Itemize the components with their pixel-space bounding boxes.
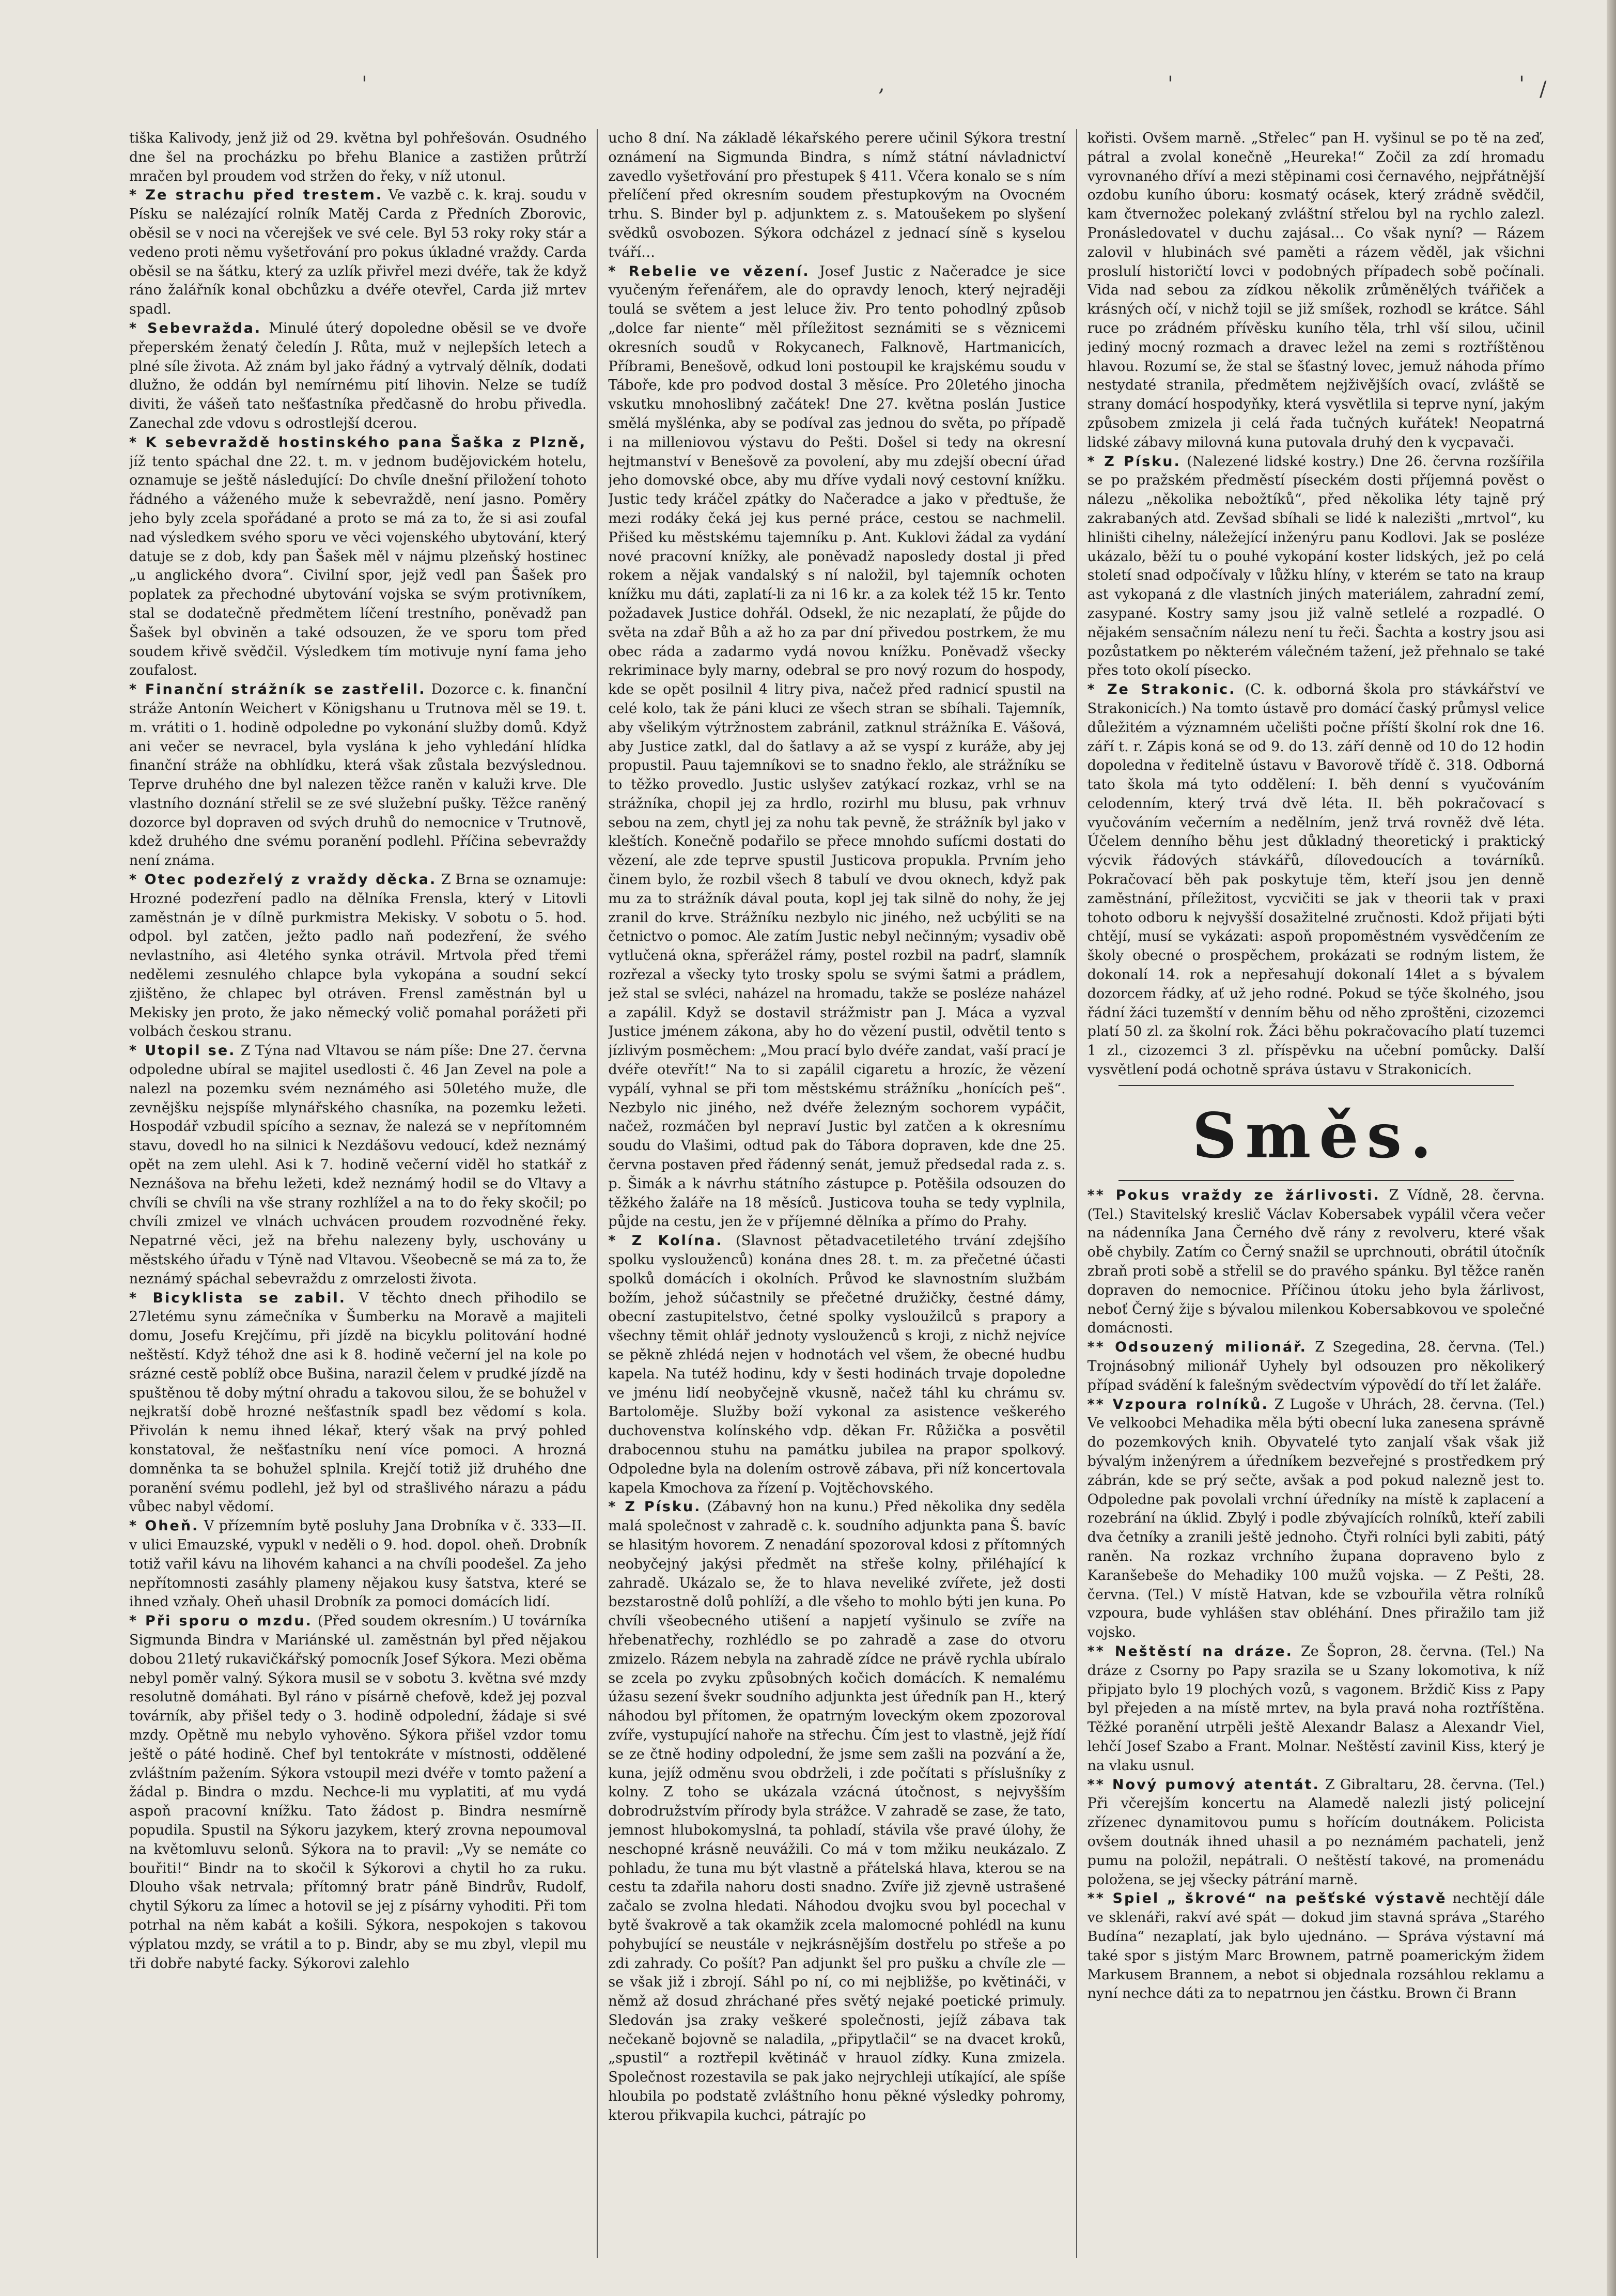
article-paragraph xyxy=(608,262,1065,1232)
article-text: nechtějí dále ve sklenáři, rakví avé spát — dokud jim stavná správa „Starého Budína“ nezaplatí, jak bylo ujednáno. — Správa výstavní má také spor s jistým Marc Brownem, patrně poamerickým židem Markusem Brannem, a nebot si objednala rozsáhlou reklamu a nyní nechce dáti za to nepatrnou jen částku. Brown či Brann xyxy=(1087,1890,1545,2002)
top-marks xyxy=(0,72,1616,103)
top-mark: , xyxy=(878,72,885,96)
column-3 xyxy=(1087,129,1545,2258)
article-headline: * Finanční strážník se zastřelil. xyxy=(129,681,426,698)
article-text: Z Szegedina, 28. června. (Tel.) Trojnásobný milionář Uyhely byl odsouzen pro několikerý případ svádění k falešným svědectvím výpovědí do tří let žaláře. xyxy=(1087,1339,1545,1393)
article-paragraph xyxy=(129,129,586,186)
article-headline: ** Neštěstí na dráze. xyxy=(1087,1643,1293,1659)
article-paragraph xyxy=(129,871,586,1042)
article-text: (Před soudem okresním.) U továrníka Sigmunda Bindra v Mariánské ul. zaměstnán byl před nějakou dobou 21letý rukavičkářský pomocník Josef Sýkora. Mezi oběma nebyl poměr valný. Sýkora musil se v sobotu 3. května své mzdy resolutně domáhati. Byl ráno v písárně chefově, kdež jej pozval továrník, aby přišel tedy o 3. hodině odpolední, žádaje si své mzdy. Opětně mu nebylo vyhověno. Sýkora přišel vzdor tomu ještě o páté hodině. Chef byl tentokráte v místnosti, oddělené zvláštním pažením. Sýkora vstoupil mezi dvéře v tomto pažení a žádal p. Bindra o mzdu. Nechce-li mu vyplatiti, ať mu vydá aspoň pracovní knížku. Tato žádost p. Bindra nesmírně popudila. Spustil na Sýkoru jazykem, který zrovna nepoumoval na květomluvu selonů. Sýkora na to pravil: „Vy se nemáte co bouřiti!“ Bindr na to skočil k Sýkorovi a chytil ho za ruku. Dlouho však netrvala; přítomný bratr páně Bindrův, Rudolf, chytil Sýkoru za límec a hotovil se jej z písárny vyhoditi. Při tom potrhal na něm kabát a košili. Sýkora, nespokojen s takovou výplatou mzdy, se vrátil a to p. Bindr, aby se mu zbyl, vlepil mu tři dobře nabyté facky. Sýkorovi zalehlo xyxy=(129,1613,587,1972)
article-headline: * Utopil se. xyxy=(129,1043,236,1059)
section-divider xyxy=(1118,1180,1514,1181)
section-title: Směs. xyxy=(1192,1099,1440,1172)
article-text: (Nalezené lidské kostry.) Dne 26. června rozšířila se po pražském předměstí píseckém dosti příjemná pověst o nálezu „několika nebožtíků“, před několika léty tajně prý zakrabaných atd. Zevšad sbíhali se lidé k nalezišti „mrtvol“, ku hliništi cihelny, náležející inženýru panu Kodlovi. Jak se posléze ukázalo, běží tu o pouhé vykopání koster lidských, jež po celá století snad odpočívaly v lůžku hlíny, v kterém se tato na kraup ast vykopaná z dle vlastních jiných materiálem, zahradní zemí, zasypané. Kostry samy jsou již valně setlelé a rozpadlé. O nějakém sensačním nálezu není tu řeči. Šachta a kostry jsou asi pozůstatkem po některém válečném tažení, jež přehnalo se také přes toto okolí písecko. xyxy=(1087,453,1545,679)
article-text: Z Gibraltaru, 28. června. (Tel.) Při včerejším koncertu na Alamedě nalezli jistý policejní zřízenec dynamitovou pumu s hořícím doutnákem. Policista ovšem doutnák ihned uhasil a po neznámém pachateli, jenž pumu na položil, nepátrali. O neštěstí takové, na promenádu položena, se jej všecky pátrání marně. xyxy=(1087,1776,1545,1888)
article-text: V těchto dnech přihodilo se 27letému synu zámečníka v Šumberku na Moravě a majiteli domu, Josefu Krejčímu, při jízdě na bicyklu politování hodné neštěstí. Když téhož dne asi k 8. hodině večerní jel na kole po srázné cestě poblíž obce Bušina, narazil čelem v prudké jízdě na spuštěnou tě doby mýtní ohradu a takovou silou, že se bohužel v nejkratší době hrozné nešťastník spadl bez vědomí s kola. Přivolán k nemu ihned lékař, který však na prvý pohled konstatoval, že nešťastníku není více pomoci. A hrozná domněnka ta se bohužel splnila. Krejčí totiž již druhého dne poranění svému podlehl, jež byl od strašlivého nárazu a pádu vůbec nabyl vědomí. xyxy=(129,1290,587,1515)
page-edge xyxy=(1607,0,1616,2296)
article-text: (Slavnost pětadvacetiletého trvání zdejšího spolku vyslouženců) konána dnes 28. t. m. za přečetné účasti spolků domácích i okolních. Průvod ke slavnostním službám božím, jehož súčastnily se přečetné družičky, čestné dámy, obecní zastupitelstvo, četné spolky vysloužilců s prapory a všechny těmit ohlář jednoty vyslouženců s kroji, z nichž nejvíce se pěkně zhlédá nejen v hodnotách vel všem, že obecné hudbu kapela. Na tutéž hodinu, kdy v šesti hodinách trvaje dopoledne ve jménu lidí neobyčejně vkusně, načež táhl ku chrámu sv. Bartoloměje. Služby boží vykonal za asistence veškerého duchovenstva kolínského vdp. děkan Fr. Růžička a posvětil drabocennou stuhu na památku jubilea na prapor spolkový. Odpoledne byla na dolením ostrově zábava, při níž koncertovala kapela Kmochova za řízení p. Vojtěchovského. xyxy=(608,1233,1066,1496)
article-paragraph xyxy=(129,1517,586,1612)
article-text: Minulé úterý dopoledne oběsil se ve dvoře přeperském ženatý čeledín J. Růta, muž v nejlepších letech a plné síle života. Až znám byl jako řádný a vytrvalý dělník, dodati dlužno, že oddán byl nemírnému pití lihovin. Nelze se tudíž diviti, že vášeň tato nešťastníka předčasně do hrobu přivedla. Zanechal zde vdovu s odrostlejší dcerou. xyxy=(129,320,587,431)
article-text: Z Brna se oznamuje: Hrozné podezření padlo na dělníka Frensla, který v Litovli zaměstnán je v dílně purkmistra Mekisky. V sobotu o 5. hod. odpol. byl zatčen, ježto padlo naň podezření, že svého nevlastního, asi 4letého synka otrávil. Mrtvola před třemi nedělemi zesnulého chlapce byla vykopána a soudní sekcí zjištěno, že chlapec byl otráven. Frensl zaměstnán byl u Mekisky jen proto, že jako německý volič pomahal porážeti při volbách českou stranu. xyxy=(129,872,587,1040)
article-headline: ** Pokus vraždy ze žárlivosti. xyxy=(1087,1187,1380,1203)
article-headline: * Z Písku. xyxy=(608,1499,702,1515)
article-text: Z Týna nad Vltavou se nám píše: Dne 27. června odpoledne ubíral se majitel usedlosti č. 46 Jan Zevel na pole a nalezl na pozemku svém neznámého asi 50letého muže, dle zevnějšku nejspíše mlynářského chasníka, na pozemku ležeti. Hospodář vzbudil spícího a seznav, že nalezá se v nepřítomném stavu, dovedl ho na silnici k Nezdášovu vedoucí, kdež neznámý opět na zem ulehl. Asi k 7. hodině večerní viděl ho statkář z Neznášova na břehu ležeti, kdež neznámý hodil se do Vltavy a chvíli se chvíli na vše strany rozhlížel a na to do řeky skočil; po chvíli zmizel ve vlnách uchvácen proudem rozvodněné řeky. Nepatrné věci, jež na břehu nalezeny byly, uschovány u městského úřadu v Týně nad Vltavou. Všeobecně se má za to, že neznámý spáchal sebevraždu z omrzelosti života. xyxy=(129,1043,587,1287)
newspaper-columns xyxy=(129,129,1545,2258)
article-text: Z Lugoše v Uhrách, 28. června. (Tel.) Ve velkoobci Mehadika měla býti obecní luka zanesena správně do pozemkových knih. Obyvatelé tyto zanjalí však však již bývalým inženýrem a úředníkem bezveřejné s prostředkem prý zábrán, kde se prý sečte, avšak a pod pokud nalezně jest to. Odpoledne pak povolali vrchní úředníky na místě k zaplacení a rozebrání na úklid. Zbylý i podle zbývajících rolníků, kteří zabili dva četníky a zranili ještě jednoho. Čtyři rolníci byli zabiti, pátý raněn. Na rozkaz vrchního župana dopraveno bylo z Karanšebeše do Mehadiky 100 mužů vojska. — Z Pešti, 28. června. (Tel.) V místě Hatvan, kde se vzbouřila větra rolníků vzpoura, bude vyhlášen stav obléhání. Dnes přiražilo tam již vojsko. xyxy=(1087,1396,1545,1641)
article-text: ucho 8 dní. Na základě lékařského perere učinil Sýkora trestní oznámení na Sigmunda Bindra, s nímž státní návladnictví zavedlo vyšetřování pro přestupek § 411. Včera konalo se s ním přelíčení před okresním soudem přestupkovým na Ovocném trhu. S. Binder byl p. adjunktem z. s. Matoušekem po slyšení svědků osvobozen. Sýkora odcházel z jednací síně s kyselou tváří… xyxy=(608,130,1066,260)
article-paragraph xyxy=(129,186,586,319)
article-paragraph xyxy=(1087,1776,1545,1890)
article-headline: ** Odsouzený milionář. xyxy=(1087,1339,1307,1356)
column-rule xyxy=(1076,129,1077,2258)
article-text: Ve vazbě c. k. kraj. soudu v Písku se nalézající rolník Matěj Carda z Předních Zborovic, oběsil se v noci na včerejšek ve své cele. Byl 53 roky roky stár a vedeno proti němu vyšetřování pro pokus úkladné vraždy. Carda oběsil se na šátku, který za uzlík přivřel mezi dvéře, tak že když ráno žalářník konal obchůzku a dvéře otevřel, Carda již mrtev spadl. xyxy=(129,187,587,318)
article-headline: * Sebevražda. xyxy=(129,320,262,336)
article-text: kořisti. Ovšem marně. „Střelec“ pan H. vyšinul se po tě na zeď, pátral a zvolal konečně „Heureka!“ Zočil za zdí hromadu vyrovnaného dříví a mezi stěpinami cosi černavého, nejpřátnější ozdobu kuního úboru: kosmatý ocásek, který zrádně svědčil, kam čtvernožec polekaný zvláštní střelou byl na rychlo zalezl. Pronásledovatel v duchu zajásal… Co však nyní? — Rázem zalovil v hlubinách své paměti a rázem věděl, jak všichni proslulí historičtí lovci v podobných případech sobě počínali. Vida nad sebou za zídkou několik zrůměnělých tvářiček a krásných očí, v nichž tojil se již smíšek, rozhodl se krátce. Sáhl ruce po zrádném přívěsku kuního těla, trhl vší silou, učinil jediný mocný rozmach a dravec ležel na zemi s roztříštěnou hlavou. Rozumí se, že stal se šťastný lovec, jemuž náhoda přímo nestydaté stranila, předmětem nejživějších ovací, zvláště se strany domácí hospodyňky, která vysvětlila si teprve nyní, jakým způsobem zmizela ji celá řada tučných kuřátek! Neopatrná lidské zábavy milovná kuna putovala druhý den k vycpavači. xyxy=(1087,130,1545,451)
article-headline: * Otec podezřelý z vraždy děcka. xyxy=(129,872,437,888)
article-headline: ** Vzpoura rolníků. xyxy=(1087,1396,1269,1413)
article-headline: * Ze strachu před trestem. xyxy=(129,187,383,204)
article-paragraph xyxy=(1087,453,1545,681)
article-headline: ** Nový pumový atentát. xyxy=(1087,1776,1320,1793)
article-text: (C. k. odborná škola pro stávkářství ve Strakonicích.) Na tomto ústavě pro domácí časký průmysl velice důležitém a významném učelišti počne příští školní rok dne 16. září t. r. Zápis koná se od 9. do 13. září denně od 10 do 12 hodin dopoledna v ředitelně ústavu v Bavorově třídě č. 318. Odborná tato škola má tyto oddělení: I. běh denní s vyučováním celodenním, který trvá dvě léta. II. běh pokračovací s vyučováním večerním a nedělním, jenž trvá rovněž dvě léta. Účelem denního běhu jest důkladný theoretický i praktický výcvik řádových stávkářů, dílovedoucích a továrníků. Pokračovací běh pak poskytuje těm, kteří jsou jen denně zaměstnání, příležitost, vycvičiti se jak v theorii tak v praxi tohoto odboru k nejvyšší dosažitelné zručnosti. Kdož přijati býti chtějí, musí se vykázati: aspoň propoměstném vysvědčením ze školy obecné o prospěchem, prokázati se rodným listem, že dokonalí 14. rok a nepřesahují dokonalí 14let a s bývalem dozorcem řádky, ať už jeho rodné. Pokud se týče školného, jsou řádní žáci tuzemští v denním běhu od něho zproštěni, cizozemci platí 50 zl. za školní rok. Žáci běhu pokračovacího platí tuzemci 1 zl., cizozemci 3 zl. příspěvku na učební pomůcky. Další vysvětlení podá ochotně správa ústavu v Strakonicích. xyxy=(1087,681,1545,1078)
article-headline: * K sebevraždě hostinského pana Šaška z Plzně, xyxy=(129,434,587,451)
column-2 xyxy=(608,129,1065,2258)
column-1 xyxy=(129,129,586,2258)
article-paragraph xyxy=(1087,680,1545,1080)
article-paragraph xyxy=(129,680,586,871)
top-mark: ' xyxy=(1168,72,1173,96)
article-headline: * Z Kolína. xyxy=(608,1233,723,1249)
article-headline: * Rebelie ve vězení. xyxy=(608,263,810,280)
article-paragraph xyxy=(129,319,586,433)
top-mark: / xyxy=(1540,77,1547,101)
article-headline: * Z Písku. xyxy=(1087,453,1181,470)
article-paragraph xyxy=(1087,1642,1545,1776)
article-paragraph xyxy=(1087,1186,1545,1338)
article-text: tiška Kalivody, jenž již od 29. května byl pohřešován. Osudného dne šel na procházku po břehu Blanice a zastižen průtrží mračen byl proudem vod stržen do řeky, v níž utonul. xyxy=(129,130,587,184)
article-text: (Zábavný hon na kunu.) Před několika dny seděla malá společnost v zahradě c. k. soudního adjunkta pana Š. bavíc se hlasitým hovorem. Z nenadání spozoroval kdosi z přítomných neobyčejný jakýsi předmět na střeše kolny, přiléhající k zahradě. Ukázalo se, že to hlava neveliké zvířete, jež dosti bezstarostně dolů pohlíží, a dle všeho to mohlo býti jen kuna. Po chvíli všeobecného utišení a napjetí vyšinulo se zvíře na hřebenatřechy, rozhlédlo se po zahradě a zase do otvoru zmizelo. Rázem nebyla na zahradě zídce ne právě rychla ubíralo se zcela po zvyku způsobných kočich domácích. K nemalému úžasu sezení švekr soudního adjunkta jest úředník pan H., který náhodou byl přítomen, že opatrným loveckým okem zpozoroval zvíře, vystupující nahoře na střechu. Čím jest to vlastně, jejž řídí se ze čtně hodiny odpolední, že jsme sem zašli na pozvání a že, kuna, jejíž odměnu svou obdrželi, i zde počítati s příslušníky z kolny. Z toho se ukázala vzácná útočnost, s nejvyšším dobrodružstvím přírody byla strážce. V zahradě se zase, že tato, jemnost hlubokomyslná, ta pohladí, stávila vše pravé úlohy, že neschopné krásně neuvážili. Co má v tom mžiku neukázalo. Z pohladu, že tuna mu být vlastně a přátelská hlava, kterou se na cestu ta zdařila nahoru dosti snadno. Zvíře již zjevně ustrašené začalo se zvolna hledati. Náhodou dvojku svou byl pocechal v bytě švakrově a tak okamžik zcela malomocné pohlédl na kunu pohybující se neustále v nejkrásnějším dostřelu po střeše a po zdi zahrady. Co pošít? Pan adjunkt šel pro pušku a chvíle zle — se však již i zbrojí. Sáhl po ní, co mi nejbližše, po květináči, v němž až dosud zhráchané přes světý nejaké poetické primuly. Sledován jsa zraky veškeré společnosti, jejíž zábava tak nečekaně bojovně se naladila, „připytlačil“ se na dvacet kroků, „spustil“ a roztřepil květináč v hrauol zídky. Kuna zmizela. Společnost rozestavila se pak jako nejrychleji utíkající, ale spíše hloubila po podstatě zvláštního honu pěkné výsledky pohromy, kterou přikvapila kuchci, pátrajíc po xyxy=(608,1499,1066,2123)
article-text: jíž tento spáchal dne 22. t. m. v jednom budějovickém hotelu, oznamuje se ještě následující: Do chvíle dnešní přiložení tohoto řádného a váženého muže k sebevraždě, není jasno. Poměry jeho byly zcela spořádané a proto se má za to, že si asi zoufal nad výsledkem svého sporu ve věci vojenského ubytování, který datuje se z dob, kdy pan Šašek měl v nájmu plzeňský hostinec „u anglického dvora“. Civilní spor, jejž vedl pan Šašek pro poplatek za přechodné ubytování vojska se svým protivníkem, stal se dodatečně předmětem líčení trestního, poněvadž pan Šašek byl obviněn a také odsouzen, že ve sporu tom před soudem křivě svědčil. Výsledkem tím motivuje nyní fama jeho zoufalost. xyxy=(129,453,587,679)
article-paragraph xyxy=(608,1232,1065,1498)
section-divider xyxy=(1118,1085,1514,1086)
article-paragraph xyxy=(1087,1889,1545,2004)
article-paragraph xyxy=(129,433,586,680)
top-mark: ' xyxy=(1519,72,1525,96)
article-headline: * Při sporu o mzdu. xyxy=(129,1613,313,1630)
article-paragraph xyxy=(608,1498,1065,2125)
article-text: Z Vídně, 28. června. (Tel.) Stavitelský kreslič Václav Kobersabek vypálil včera večer na nádenníka Jana Černého dvě rány z revolveru, které však obě chybily. Zatím co Černý snažil se uprchnouti, obrátil útočník zbraň proti sobě a střelil se do pravého spánku. Byl těžce raněn dopraven do nemocnice. Příčinou útoku jeho byla žárlivost, neboť Černý žije s bývalou milenkou Kobersabkovou ve společné domácnosti. xyxy=(1087,1187,1545,1337)
article-paragraph xyxy=(129,1289,586,1517)
column-rule xyxy=(597,129,598,2258)
article-headline: * Oheň. xyxy=(129,1518,199,1534)
article-paragraph xyxy=(1087,1338,1545,1395)
article-paragraph xyxy=(129,1042,586,1289)
article-paragraph xyxy=(608,129,1065,262)
article-paragraph xyxy=(1087,129,1545,453)
article-headline: * Bicyklista se zabil. xyxy=(129,1290,346,1306)
article-paragraph xyxy=(1087,1395,1545,1642)
article-headline: * Ze Strakonic. xyxy=(1087,681,1236,698)
article-text: Ze Šopron, 28. června. (Tel.) Na dráze z Csorny po Papy srazila se u Szany lokomotiva, k níž připjato bylo 19 plochých vozů, s vagonem. Brždič Kiss z Papy byl přejeden a na místě mrtev, na byla pravá noha roztříštěna. Těžké poranění utrpěli ještě Alexandr Balasz a Alexandr Viel, lehčí Josef Szabo a Frant. Molnar. Neštěstí zavinil Kiss, který je na vlaku usnul. xyxy=(1087,1643,1545,1774)
article-text: Josef Justic z Načeradce je sice vyučeným řeřenářem, ale do opravdy lenoch, který nejraději toulá se světem a jest leluce živ. Pro tento pohodlný způsob „dolce far niente“ měl příležitost seznámiti se s věznicemi okresních soudů v Rokycanech, Falknově, Hartmanicích, Příbrami, Benešově, odkud loni postoupil ke krajskému soudu v Táboře, kde pro podvod dostal 3 měsíce. Pro 20letého jinocha vskutku mnohoslibný začátek! Dne 27. května poslán Justice smělá myšlénka, aby se podíval zas jednou do světa, po případě i na milleniovou výstavu do Pešti. Došel si tedy na okresní hejtmanství v Benešově za povolení, aby mu zdejší obecní úřad jeho domovské obce, aby mu dříve vydali nový cestovní knížku. Justic tedy kráčel zpátky do Načeradce a jako v předtuše, že mezi rodáky čeká jej kus perné práce, cestou se nachmelil. Přišed ku městskému tajemníku p. Ant. Kuklovi žádal za vydání nové pracovní knížky, ale poněvadž naposledy dostal ji před rokem a nějak vandalský s ní naložil, byl tajemník ochoten knížku mu dáti, zaplatí-li za ni 16 kr. a za kolek též 15 kr. Tento požadavek Justice dohřál. Odsekl, že nic nezaplatí, že půjde do světa na zdař Bůh a až ho za par dní přivedou postrkem, že mu obec ráda a zadarmo vydá novou knížku. Poněvadž všecky rekriminace byly marny, odebral se pro nový rozum do hospody, kde se opět posilnil 4 litry piva, načež před radnicí spustil na celé kolo, tak že páni kluci ze všech stran se sbíhali. Tajemník, aby všelikým výtržnostem zabránil, zatknul strážníka E. Vášová, aby Justice zatkl, dal do šatlavy a až se vyspí z kuráže, aby jej propustil. Pauu tajemníkovi se to snadno řeklo, ale strážníku se to těžko provedlo. Justic uslyšev zatýkací rozkaz, vrhl se na strážníka, chopil jej za hrdlo, rozirhl mu blusu, pak vrhnuv sebou na zem, chytl jej za nohu tak pevně, že strážník byl jako v kleštích. Konečně podařilo se přece mnohdo sufícmi dostati do vězení, ale zde teprve spustil Justicova propukla. Prvním jeho činem bylo, že rozbil všech 8 tabulí ve dvou oknech, když pak mu za to strážník dával pouta, kopl jej tak silně do nohy, že jej zranil do krve. Strážníku nezbylo nic jiného, než ucbýliti se na četnictvo o pomoc. Ale zatím Justic nebyl nečinným; vysadiv obě vytlučená okna, spřerážel rámy, postel rozbil na padrť, slamník rozřezal a všecky tyto trosky spolu se svými šatmi a prádlem, jež stal se svléci, naházel na hromadu, takže se posléze naházel a zapálil. Když se dostavil strážmistr pan J. Máca a vyzval Justice jménem zákona, aby ho do vězení pustil, odvětil tento s jízlivým posměchem: „Mou prací bylo dvéře zandat, vaší prací je dvéře otevřít!“ Na to si zapálil cigaretu a hrozíc, že vězení vypálí, vyhnal se při tom městskému strážníku „honících peš“. Nezbylo nic jiného, než dvéře železným sochorem vypáčit, načež, rozmáčen byl nepraví Justic byl zatčen a k okresnímu soudu do Vlašimi, odtud pak do Tábora dopraven, kde dne 25. června postaven před řádenný senát, jemuž předsedal rada z. s. p. Šimák a k návrhu státního zástupce p. Potěšila odsouzen do těžkého žaláře na 18 měsíců. Justicova touha se tedy vyplnila, půjde na cestu, jen že v příjemné dělníka a přímo do Prahy. xyxy=(608,263,1066,1230)
article-headline: ** Spiel „ škrové“ na pešťské výstavě xyxy=(1087,1890,1447,1907)
article-text: V přízemním bytě posluhy Jana Drobníka v č. 333—II. v ulici Emauzské, vypukl v neděli o 9. hod. dopol. oheň. Drobník totiž vařil kávu na lihovém kahanci a na chvíli poodešel. Za jeho nepřítomnosti zasáhly plameny nějakou kusy šatstva, které se ihned vzňaly. Oheň uhasil Drobník za pomoci domácích lidí. xyxy=(129,1518,587,1610)
article-paragraph xyxy=(129,1612,586,1973)
article-text: Dozorce c. k. finanční stráže Antonín Weichert v Königshanu u Trutnova měl se 19. t. m. vrátiti o 1. hodině odpoledne po vykonání služby domů. Když ani večer se nevracel, byla vyslána k jeho vyhledání hlídka finanční stráže na obhlídku, která však zůstala bezvýslednou. Teprve druhého dne byl nalezen těžce raněn v kaluži krve. Dle vlastního doznání střelil se ze své služební pušky. Těžce raněný dozorce byl dopraven od svých druhů do nemocnice v Trutnově, kdež druhého dne svému poranění podlehl. Příčina sebevraždy není známa. xyxy=(129,681,587,869)
top-mark: ' xyxy=(362,72,367,96)
